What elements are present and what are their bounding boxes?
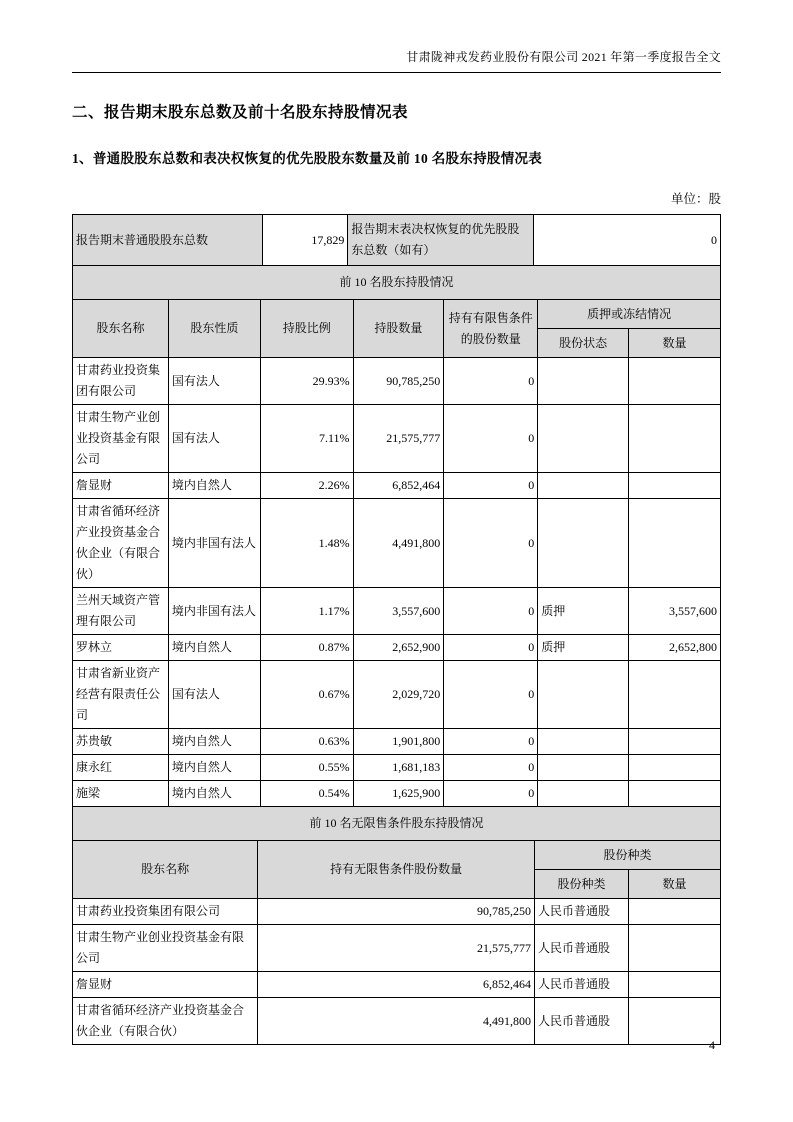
shareholder-name-cell: 施梁 <box>73 781 169 807</box>
share-qty-cell <box>628 925 720 972</box>
preferred-shareholders-label: 报告期末表决权恢复的优先股股东总数（如有） <box>348 215 533 266</box>
table-header-row <box>73 841 721 870</box>
pledge-qty-cell <box>628 499 720 588</box>
ratio-cell: 0.55% <box>260 755 353 781</box>
col-header-restricted: 持有有限售条件的股份数量 <box>444 300 538 358</box>
shareholder-nature-cell: 境内自然人 <box>168 729 260 755</box>
pledge-qty-cell: 3,557,600 <box>628 588 720 635</box>
restricted-cell: 0 <box>444 729 538 755</box>
shareholder-nature-cell: 境内自然人 <box>168 781 260 807</box>
shares-cell: 6,852,464 <box>353 473 444 499</box>
unrestricted-shareholders-table <box>72 806 721 1045</box>
shares-cell: 3,557,600 <box>353 588 444 635</box>
unit-label: 单位：股 <box>670 192 721 206</box>
restricted-cell: 0 <box>444 781 538 807</box>
col-header-name: 股东名称 <box>73 841 258 899</box>
preferred-shareholders-value: 0 <box>533 215 720 266</box>
col-header-pledge-status: 股份状态 <box>538 329 629 358</box>
shares-cell: 2,029,720 <box>353 661 444 729</box>
unrestricted-shares-cell: 21,575,777 <box>258 925 535 972</box>
ratio-cell: 1.48% <box>260 499 353 588</box>
shareholder-name-cell: 甘肃生物产业创业投资基金有限公司 <box>73 925 258 972</box>
shareholder-nature-cell: 境内自然人 <box>168 473 260 499</box>
shareholder-nature-cell: 境内自然人 <box>168 755 260 781</box>
top10-section-title: 前 10 名股东持股情况 <box>73 266 721 300</box>
table-section-row <box>73 266 721 300</box>
section-title: 二、报告期末股东总数及前十名股东持股情况表 <box>72 104 409 121</box>
table-row <box>73 499 721 588</box>
pledge-qty-cell <box>628 358 720 405</box>
table-row <box>73 358 721 405</box>
pledge-status-cell <box>538 499 629 588</box>
ratio-cell: 1.17% <box>260 588 353 635</box>
ratio-cell: 0.87% <box>260 635 353 661</box>
shareholder-name-cell: 甘肃药业投资集团有限公司 <box>73 899 258 925</box>
ratio-cell: 0.67% <box>260 661 353 729</box>
unrestricted-section-title: 前 10 名无限售条件股东持股情况 <box>73 807 721 841</box>
shareholder-name-cell: 甘肃省循环经济产业投资基金合伙企业（有限合伙） <box>73 998 258 1045</box>
col-header-nature: 股东性质 <box>168 300 260 358</box>
table-header-row <box>73 300 721 329</box>
shareholder-name-cell: 甘肃省新业资产经营有限责任公司 <box>73 661 169 729</box>
restricted-cell: 0 <box>444 358 538 405</box>
shareholder-name-cell: 詹显财 <box>73 473 169 499</box>
ratio-cell: 7.11% <box>260 405 353 473</box>
col-header-pledge-group: 质押或冻结情况 <box>538 300 721 329</box>
col-header-qty: 数量 <box>628 870 720 899</box>
shareholder-name-cell: 甘肃生物产业创业投资基金有限公司 <box>73 405 169 473</box>
pledge-qty-cell <box>628 661 720 729</box>
unrestricted-shares-cell: 90,785,250 <box>258 899 535 925</box>
restricted-cell: 0 <box>444 405 538 473</box>
shareholder-name-cell: 苏贵敏 <box>73 729 169 755</box>
pledge-status-cell <box>538 729 629 755</box>
restricted-cell: 0 <box>444 473 538 499</box>
table-row <box>73 588 721 635</box>
table-row <box>73 972 721 998</box>
pledge-qty-cell: 2,652,800 <box>628 635 720 661</box>
share-type-cell: 人民币普通股 <box>535 925 629 972</box>
shareholder-nature-cell: 国有法人 <box>168 358 260 405</box>
share-type-cell: 人民币普通股 <box>535 998 629 1045</box>
col-header-pledge-qty: 数量 <box>628 329 720 358</box>
table-row <box>73 661 721 729</box>
table-section-row <box>73 807 721 841</box>
document-header <box>72 48 721 73</box>
table-row <box>73 729 721 755</box>
shares-cell: 2,652,900 <box>353 635 444 661</box>
shareholder-summary-table <box>72 214 721 266</box>
share-type-cell: 人民币普通股 <box>535 899 629 925</box>
unrestricted-shares-cell: 6,852,464 <box>258 972 535 998</box>
subsection-title: 1、普通股股东总数和表决权恢复的优先股股东数量及前 10 名股东持股情况表 <box>72 151 543 166</box>
table-row <box>73 405 721 473</box>
pledge-qty-cell <box>628 729 720 755</box>
shareholder-nature-cell: 国有法人 <box>168 661 260 729</box>
shares-cell: 90,785,250 <box>353 358 444 405</box>
shareholder-name-cell: 罗林立 <box>73 635 169 661</box>
pledge-qty-cell <box>628 473 720 499</box>
pledge-status-cell <box>538 358 629 405</box>
shareholder-nature-cell: 境内非国有法人 <box>168 588 260 635</box>
share-qty-cell <box>628 998 720 1045</box>
restricted-cell: 0 <box>444 635 538 661</box>
shareholder-name-cell: 康永红 <box>73 755 169 781</box>
pledge-qty-cell <box>628 755 720 781</box>
table-row <box>73 899 721 925</box>
top10-shareholders-table <box>72 265 721 807</box>
shareholder-nature-cell: 国有法人 <box>168 405 260 473</box>
pledge-status-cell: 质押 <box>538 635 629 661</box>
share-qty-cell <box>628 972 720 998</box>
shares-cell: 1,901,800 <box>353 729 444 755</box>
shareholder-nature-cell: 境内自然人 <box>168 635 260 661</box>
pledge-status-cell <box>538 781 629 807</box>
pledge-qty-cell <box>628 781 720 807</box>
col-header-share-type: 股份种类 <box>535 870 629 899</box>
col-header-unrestricted-shares: 持有无限售条件股份数量 <box>258 841 535 899</box>
table-row <box>73 998 721 1045</box>
pledge-status-cell: 质押 <box>538 588 629 635</box>
col-header-name: 股东名称 <box>73 300 169 358</box>
document-header-text: 甘肃陇神戎发药业股份有限公司 2021 年第一季度报告全文 <box>406 50 721 64</box>
restricted-cell: 0 <box>444 661 538 729</box>
shareholder-name-cell: 兰州天域资产管理有限公司 <box>73 588 169 635</box>
pledge-status-cell <box>538 473 629 499</box>
share-type-cell: 人民币普通股 <box>535 972 629 998</box>
ratio-cell: 2.26% <box>260 473 353 499</box>
table-row <box>73 635 721 661</box>
shares-cell: 4,491,800 <box>353 499 444 588</box>
common-shareholders-label: 报告期末普通股股东总数 <box>73 215 263 266</box>
shareholder-nature-cell: 境内非国有法人 <box>168 499 260 588</box>
table-row <box>73 473 721 499</box>
ratio-cell: 29.93% <box>260 358 353 405</box>
ratio-cell: 0.54% <box>260 781 353 807</box>
col-header-shares: 持股数量 <box>353 300 444 358</box>
table-row <box>73 755 721 781</box>
pledge-status-cell <box>538 755 629 781</box>
shares-cell: 1,625,900 <box>353 781 444 807</box>
shareholder-name-cell: 甘肃省循环经济产业投资基金合伙企业（有限合伙） <box>73 499 169 588</box>
page-number: 4 <box>709 1038 715 1052</box>
restricted-cell: 0 <box>444 499 538 588</box>
pledge-status-cell <box>538 405 629 473</box>
share-qty-cell <box>628 899 720 925</box>
pledge-qty-cell <box>628 405 720 473</box>
restricted-cell: 0 <box>444 588 538 635</box>
common-shareholders-value: 17,829 <box>262 215 348 266</box>
shareholder-name-cell: 甘肃药业投资集团有限公司 <box>73 358 169 405</box>
shares-cell: 1,681,183 <box>353 755 444 781</box>
table-row <box>73 215 721 266</box>
table-row <box>73 781 721 807</box>
shareholder-name-cell: 詹显财 <box>73 972 258 998</box>
ratio-cell: 0.63% <box>260 729 353 755</box>
unrestricted-shares-cell: 4,491,800 <box>258 998 535 1045</box>
col-header-share-type-group: 股份种类 <box>535 841 721 870</box>
restricted-cell: 0 <box>444 755 538 781</box>
col-header-ratio: 持股比例 <box>260 300 353 358</box>
table-row <box>73 925 721 972</box>
shares-cell: 21,575,777 <box>353 405 444 473</box>
pledge-status-cell <box>538 661 629 729</box>
